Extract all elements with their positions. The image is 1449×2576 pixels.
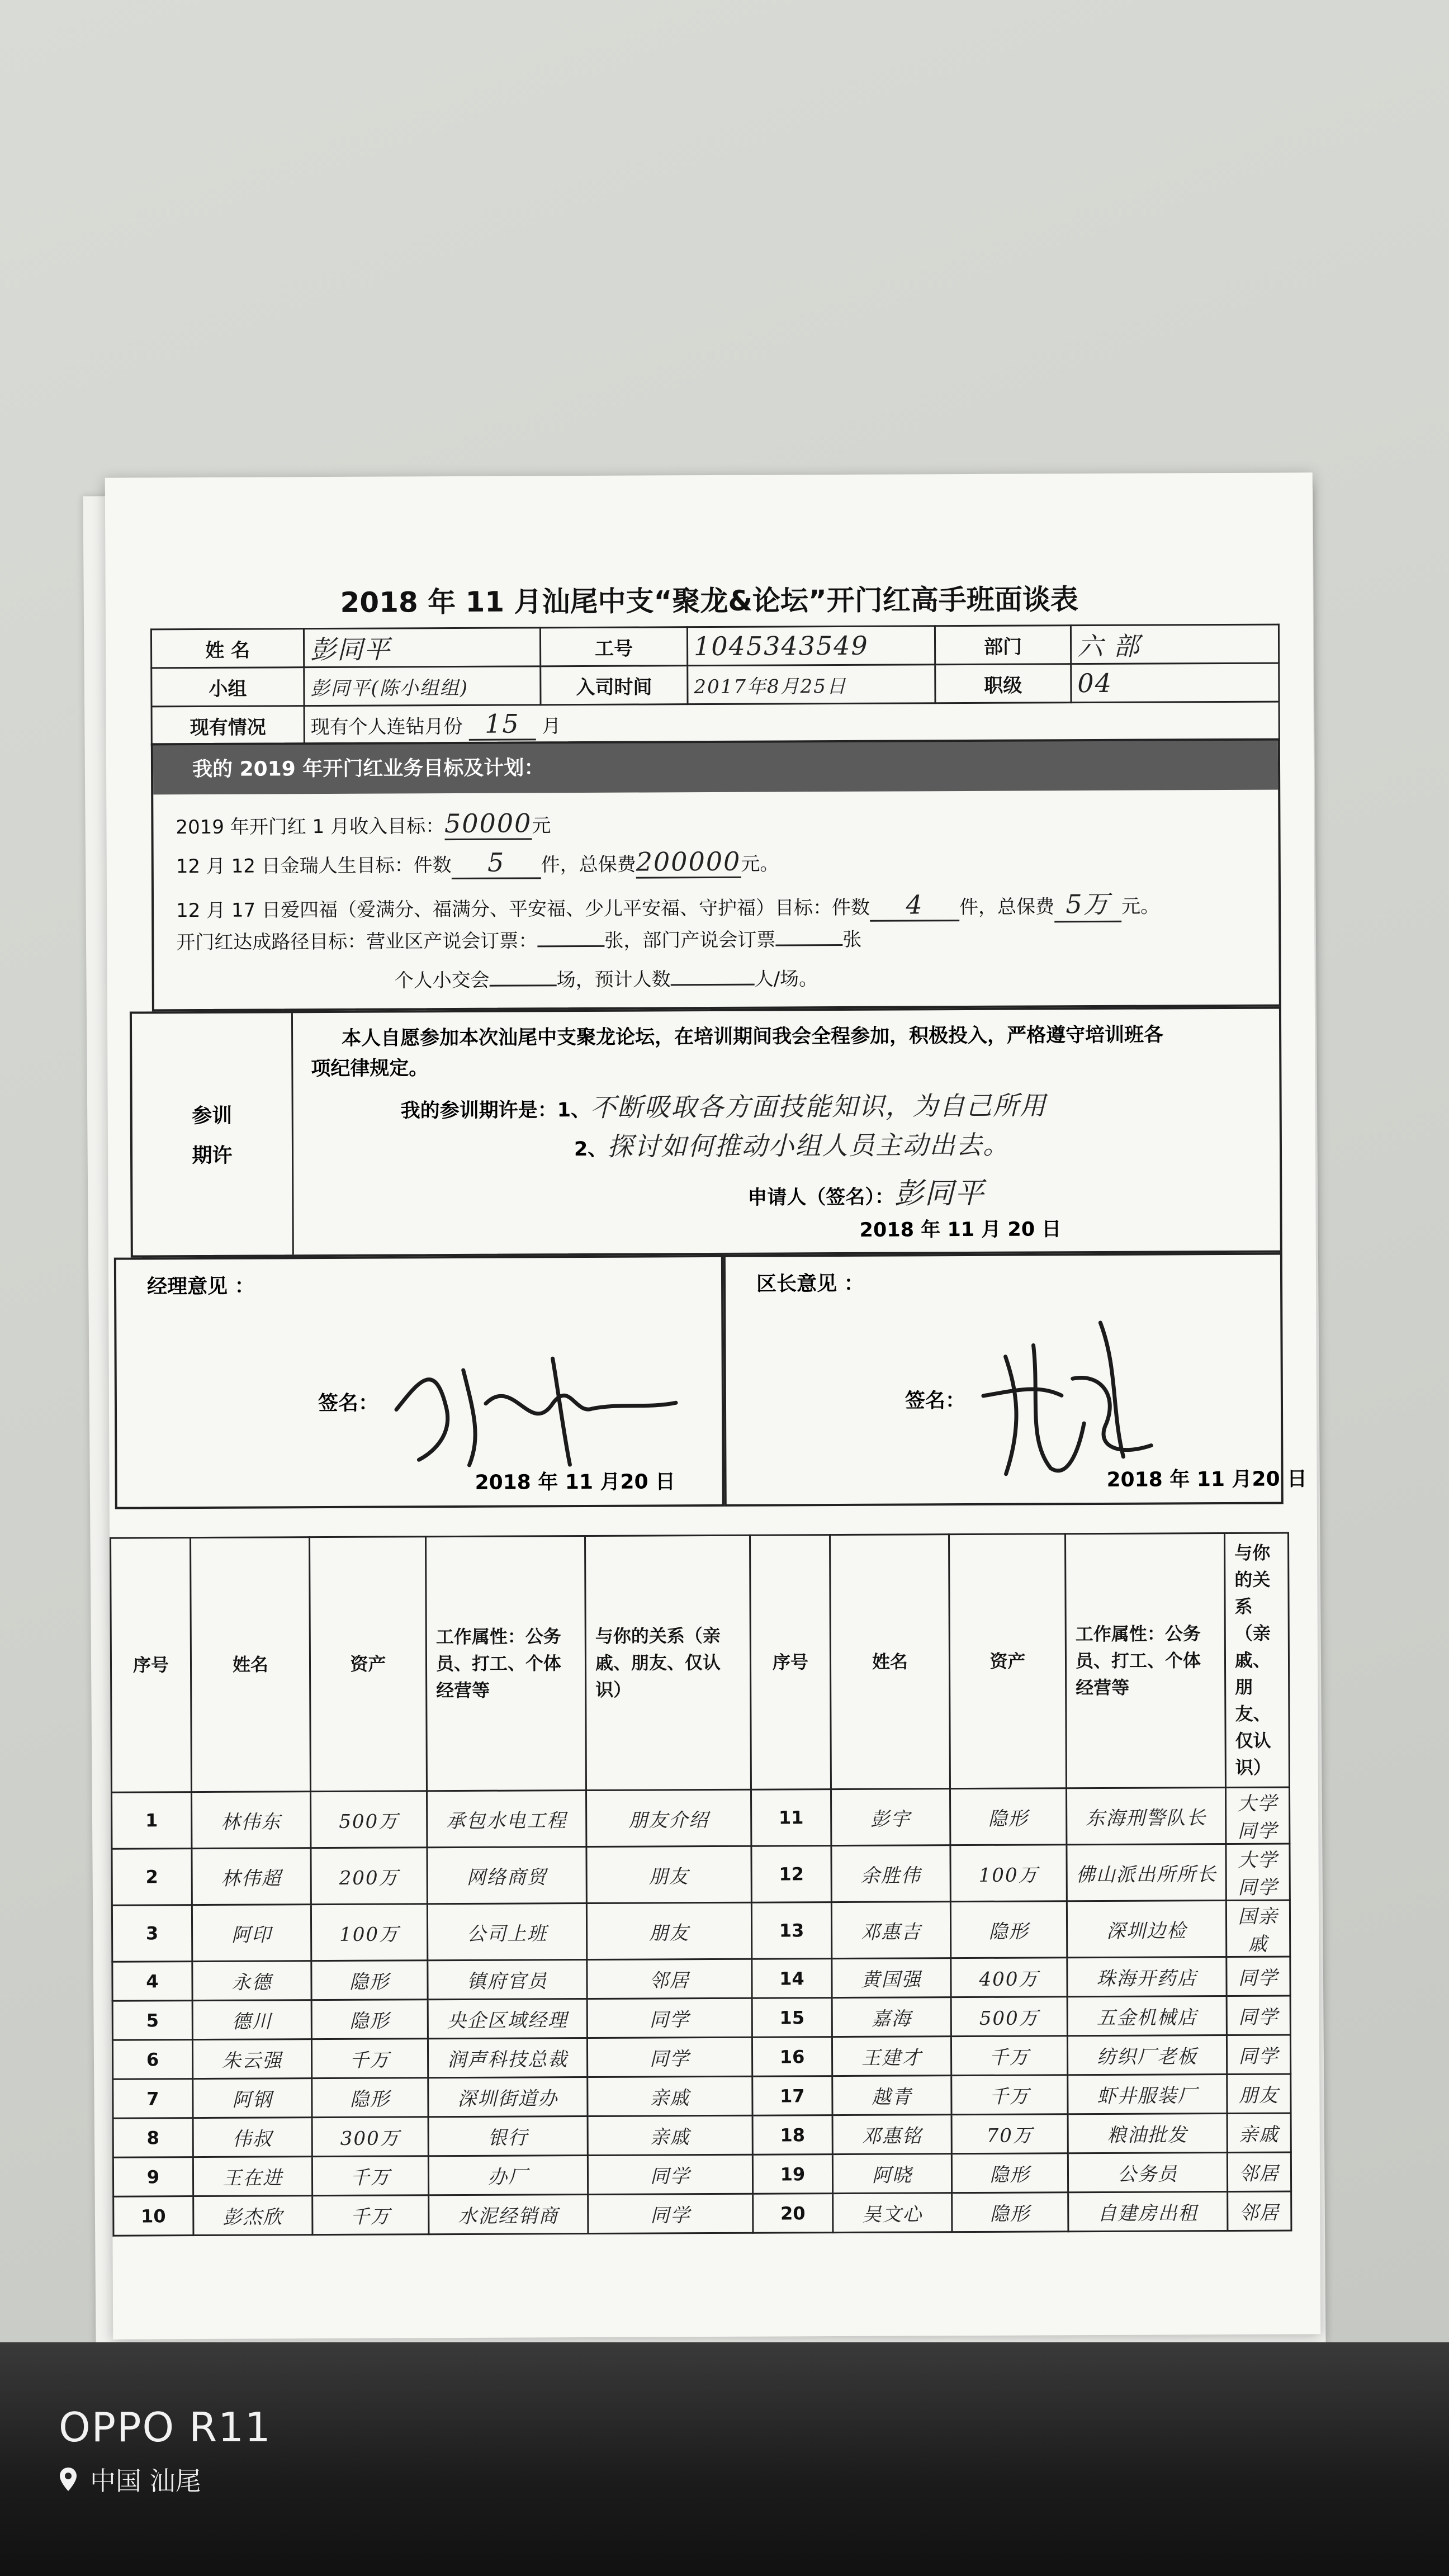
applicant-date: 2018 年 11 月 20 日 [859,1218,1062,1242]
applicant-signature: 申请人（签名）：彭同平 [747,1176,986,1211]
table-cell: 19 [752,2154,832,2194]
table-cell: 王在进 [193,2157,312,2196]
col-header: 序号 [750,1535,831,1790]
statement-line1: 本人自愿参加本次汕尾中支聚龙论坛，在培训期间我会全程参加，积极投入，严格遵守培训班各 [342,1024,1164,1050]
status-value: 现有个人连钻月份 15 月 [304,702,1279,745]
table-cell: 自建房出租 [1068,2191,1228,2231]
table-cell: 70万 [951,2114,1068,2154]
manager-sign-label: 签名： [318,1391,379,1415]
manager-date: 2018 年 11 月20 日 [475,1470,676,1494]
table-cell: 300万 [312,2117,428,2157]
hope-2: 2、探讨如何推动小组人员主动出去。 [574,1129,1010,1162]
table-cell: 同学 [587,2037,752,2077]
table-cell: 同学 [588,2154,752,2194]
table-cell: 润声科技总裁 [428,2038,587,2077]
col-header: 工作属性：公务员、打工、个体经营等 [1066,1533,1226,1788]
table-cell: 11 [751,1789,831,1846]
table-cell: 20 [753,2194,833,2233]
table-cell: 500万 [311,1791,427,1848]
manager-opinion-title: 经理意见 ： [146,1275,255,1299]
table-row [112,1900,1290,1962]
business-goals-section [151,738,1281,1012]
table-cell: 网络商贸 [427,1846,586,1903]
table-cell: 朱云强 [192,2039,311,2079]
table-cell: 央企区域经理 [428,1999,587,2038]
table-cell: 公务员 [1068,2152,1227,2192]
col-header: 姓名 [830,1535,950,1789]
table-cell: 千万 [951,2075,1068,2115]
hope-1: 我的参训期许是：1、不断吸取各方面技能知识，为自己所用 [400,1090,1047,1123]
table-row [113,2113,1291,2157]
col-header: 资产 [310,1537,427,1792]
table-cell: 亲戚 [588,2076,752,2116]
employee-no-label: 工号 [540,627,687,666]
table-cell: 嘉海 [832,1997,951,2037]
table-cell: 17 [752,2076,832,2116]
manager-opinion-box [114,1255,724,1509]
dept-value: 六 部 [1071,624,1278,664]
table-cell: 亲戚 [588,2115,752,2155]
status-label: 现有情况 [151,706,304,745]
table-cell: 国亲戚 [1226,1900,1290,1957]
opinions-row [108,1253,1308,1509]
table-cell: 邻居 [1228,2191,1291,2231]
training-expectation-section [130,1007,1282,1258]
group-value: 彭同平(陈小组组) [304,666,541,706]
table-cell: 隐形 [311,1961,428,2000]
table-cell: 德川 [192,2000,311,2040]
table-cell: 公司上班 [427,1903,586,1960]
goals-header: 我的 2019 年开门红业务目标及计划： [153,741,1278,795]
table-cell: 100万 [950,1845,1067,1902]
table-row [112,2035,1290,2079]
table-cell: 吴文心 [833,2193,952,2233]
table-row [113,2152,1291,2196]
table-cell: 100万 [311,1904,427,1961]
table-cell: 2 [112,1849,192,1906]
table-cell: 大学同学 [1225,1787,1289,1844]
goal-income: 2019 年开门红 1 月收入目标：50000元 [176,808,551,841]
table-cell: 隐形 [950,1788,1066,1845]
table-cell: 200万 [311,1848,427,1905]
table-cell: 6 [112,2040,192,2080]
table-cell: 千万 [312,2195,429,2235]
table-cell: 朋友 [586,1902,751,1959]
table-cell: 15 [752,1998,832,2038]
table-cell: 纺织厂老板 [1067,2035,1227,2075]
table-cell: 办厂 [428,2155,588,2195]
table-cell: 朋友 [586,1846,751,1903]
table-cell: 18 [752,2115,832,2155]
table-cell: 大学同学 [1226,1844,1290,1900]
table-row [112,1996,1290,2040]
table-cell: 14 [752,1959,832,1999]
col-header: 资产 [949,1534,1067,1789]
col-header: 与你的关系（亲戚、朋友、仅认识） [585,1535,751,1790]
table-cell: 银行 [428,2116,588,2156]
table-cell: 10 [113,2196,193,2236]
interview-form-sheet [105,472,1321,2339]
table-cell: 邓惠吉 [831,1902,950,1959]
camera-watermark [59,2404,272,2498]
col-header: 工作属性：公务员、打工、个体经营等 [426,1536,586,1791]
client-list-table [110,1532,1292,2237]
district-opinion-title: 区长意见 ： [756,1272,864,1296]
table-cell: 千万 [951,2036,1067,2076]
table-cell: 16 [752,2037,832,2077]
table-cell: 林伟超 [192,1848,311,1905]
goal-jinrui: 12 月 12 日金瑞人生目标：件数 5 件，总保费200000元。 [176,846,779,880]
form-title: 2018 年 11 月汕尾中支“聚龙&论坛”开门红高手班面谈表 [340,583,1078,619]
table-cell: 同学 [588,2194,753,2233]
table-row [112,1957,1290,2001]
table-cell: 深圳街道办 [428,2077,588,2116]
table-cell: 400万 [951,1958,1067,1997]
table-cell: 佛山派出所所长 [1067,1844,1226,1901]
table-cell: 东海刑警队长 [1066,1788,1225,1845]
col-header: 与你的关系（亲戚、朋友、仅认识） [1225,1533,1290,1787]
table-cell: 黄国强 [832,1958,951,1998]
table-cell: 深圳边检 [1067,1901,1226,1958]
table-cell: 阿钢 [193,2078,312,2118]
rank-label: 职级 [935,664,1071,703]
name-value: 彭同平 [304,628,540,667]
table-cell: 3 [112,1905,192,1962]
district-sign-label: 签名： [905,1389,966,1413]
table-cell: 千万 [311,2039,428,2078]
table-cell: 4 [112,1962,192,2001]
watermark-location: 中国 汕尾 [59,2461,272,2498]
join-date-label: 入司时间 [541,666,688,705]
location-pin-icon [59,2466,78,2492]
district-date: 2018 年 11 月20 日 [1106,1467,1308,1491]
table-cell: 7 [113,2079,193,2119]
table-cell: 隐形 [311,2000,428,2039]
table-cell: 珠海开药店 [1067,1957,1227,1997]
expectation-label: 参训 期许 [132,1013,294,1255]
table-cell: 同学 [1227,2035,1290,2074]
table-cell: 同学 [1227,1957,1290,1996]
table-cell: 邻居 [587,1959,752,1999]
table-cell: 隐形 [312,2078,428,2118]
table-cell: 邻居 [1227,2152,1291,2191]
table-cell: 虾井服装厂 [1068,2074,1227,2114]
table-cell: 粮油批发 [1068,2113,1227,2153]
table-cell: 阿印 [192,1905,311,1962]
table-cell: 同学 [1227,1996,1290,2035]
table-row [113,2074,1291,2118]
personal-info-table [150,624,1280,746]
table-cell: 隐形 [952,2193,1068,2232]
table-cell: 13 [751,1902,831,1959]
table-cell: 余胜伟 [831,1845,950,1902]
table-cell: 1 [112,1792,192,1849]
table-cell: 5 [112,2001,192,2040]
client-table-header [111,1533,1290,1792]
rank-value: 04 [1071,663,1279,703]
table-cell: 永德 [192,1961,311,2001]
table-cell: 朋友 [1227,2074,1291,2113]
table-cell: 8 [113,2118,193,2158]
table-cell: 五金机械店 [1067,1996,1227,2035]
table-cell: 镇府官员 [428,1959,587,1999]
table-row [113,2191,1291,2236]
table-cell: 越青 [832,2076,951,2115]
name-label: 姓 名 [151,629,304,668]
table-cell: 隐形 [951,2153,1068,2193]
table-row [112,1787,1290,1849]
statement-line2: 项纪律规定。 [311,1057,429,1081]
table-cell: 同学 [587,1998,752,2038]
goal-small-meetings: 个人小交会 场，预计人数 人/场。 [394,968,818,992]
table-cell: 林伟东 [192,1792,311,1849]
table-cell: 水泥经销商 [429,2194,588,2234]
district-opinion-box [723,1253,1308,1507]
table-cell: 承包水电工程 [427,1790,586,1847]
goal-path-tickets: 开门红达成路径目标：营业区产说会订票： 张，部门产说会订票 张 [176,928,862,954]
table-cell: 隐形 [950,1901,1067,1958]
goal-aisifu: 12 月 17 日爱四福（爱满分、福满分、平安福、少儿平安福、守护福）目标：件数 4 件，总保费 5万 元。 [176,884,1159,927]
table-cell: 9 [113,2157,193,2197]
join-date-value: 2017年8月25日 [688,665,935,704]
col-header: 序号 [111,1538,192,1793]
table-cell: 500万 [951,1997,1067,2037]
table-cell: 朋友介绍 [586,1789,751,1846]
table-cell: 亲戚 [1227,2113,1291,2152]
table-cell: 千万 [312,2156,428,2196]
table-cell: 阿晓 [832,2154,951,2194]
manager-signature [385,1324,687,1471]
table-cell: 彭杰欣 [193,2196,312,2236]
watermark-brand: OPPO R11 [59,2404,272,2451]
employee-no-value: 1045343549 [687,626,935,666]
table-cell: 彭宇 [831,1789,950,1846]
table-cell: 王建才 [832,2037,951,2076]
col-header: 姓名 [191,1537,311,1792]
table-row [112,1844,1290,1905]
table-cell: 12 [751,1846,831,1903]
table-cell: 邓惠铭 [832,2115,951,2154]
table-cell: 伟叔 [193,2118,312,2157]
dept-label: 部门 [935,626,1071,665]
group-label: 小组 [151,667,304,707]
